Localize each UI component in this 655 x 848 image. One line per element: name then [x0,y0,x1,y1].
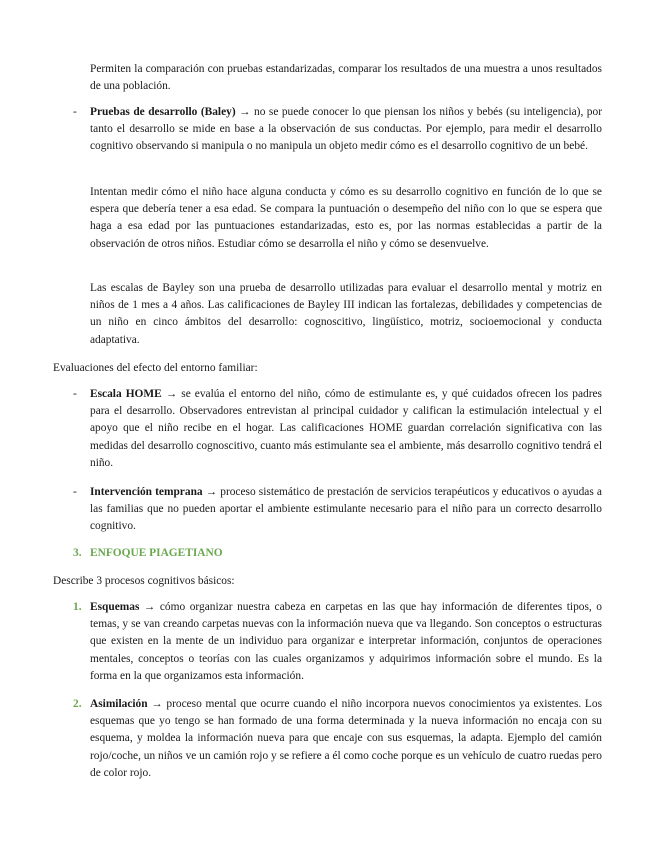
desarrollo-paragraph-2: Intentan medir cómo el niño hace alguna conducta y cómo es su desarrollo cognitivo en función de lo que se espera que debería tener a esa edad. Se compara la puntuación o desempeño del niño con lo que se espera que haga a esa edad por las puntuaciones estandarizadas, esto es, por las normas establecidas a partir de la observación de otros niños. Estudiar cómo se desarrolla el niño y cómo se desenvuelve. [90,186,602,250]
section-title: ENFOQUE PIAGETIANO [90,547,223,559]
intervencion-text: proceso sistemático de prestación de servicios terapéuticos y educativos o ayudas a las familias que no pueden aportar el ambiente estimulante necesario para el niño para un correcto desarrollo cognitivo. [90,486,602,533]
bullet-desarrollo: - [73,106,77,118]
intro-paragraph: Permiten la comparación con pruebas estandarizadas, comparar los resultados de una muestra a unos resultados de una población. [90,63,602,93]
home-term: Escala HOME [90,388,162,400]
desarrollo-paragraph [90,104,602,156]
arrow: → [139,601,160,613]
arrow: → [161,388,182,400]
section-number: 3. [73,547,82,559]
esquemas-term: Esquemas [90,601,140,613]
asimilacion-term: Asimilación [90,698,148,710]
arrow: → [235,106,255,118]
arrow: → [202,486,221,498]
home-text: se evalúa el entorno del niño, cómo de estimulante es, y qué cuidados ofrecen los padres para el desarrollo. Observadores entrevistan al principal cuidador y califican la estimulación intelectual y el apoyo que el niño recibe en el hogar. Las calificaciones HOME guardan correlación significativa con las medidas del desarrollo cognoscitivo, cuanto más estimulante sea el ambiente, más desarrollo cognitivo tendrá el niño. [90,388,602,469]
entorno-label: Evaluaciones del efecto del entorno familiar: [53,362,258,374]
desarrollo-paragraph-3: Las escalas de Bayley son una prueba de desarrollo utilizadas para evaluar el desarrollo mental y motriz en niños de 1 mes a 4 años. Las calificaciones de Bayley III indican las fortalezas, debilidades y competencias de un niño en cinco ámbitos del desarrollo: cognoscitivo, lingüístico, motriz, socioemocional y conducta adaptativa. [90,282,602,346]
number-asimilacion: 2. [73,698,82,710]
section-heading [73,545,223,562]
number-esquemas: 1. [73,601,82,613]
esquemas-text: cómo organizar nuestra cabeza en carpetas en las que hay información de diferentes tipos, o temas, y se van creando carpetas nuevas con la información nueva que va llegando. Son conceptos o estructuras que existen en la mente de un individuo para organizar e interpretar información, conjuntos de operaciones mentales, conceptos o teorías con las cuales organizamos y adquirimos información sobre el mundo. Es la forma en la que organizamos esta información. [90,601,602,682]
bullet-intervencion: - [73,486,77,498]
arrow: → [147,698,167,710]
asimilacion-paragraph [90,696,602,782]
asimilacion-text: proceso mental que ocurre cuando el niño incorpora nuevos conocimientos ya existentes. Los esquemas que yo tengo se han formado de una forma determinada y la nueva información no encaja con su esquema, y moldea la información nueva para que encaje con sus esquemas, la adapta. Ejemplo del camión rojo/coche, un niños ve un camión rojo y se refiere a él como coche porque es un vehículo de cuatro ruedas pero de color rojo. [90,698,603,779]
bullet-home: - [73,388,77,400]
procesos-label: Describe 3 procesos cognitivos básicos: [53,575,235,587]
home-paragraph [90,386,602,472]
esquemas-paragraph [90,599,602,685]
desarrollo-term: Pruebas de desarrollo (Baley) [90,106,236,118]
desarrollo-text: no se puede conocer lo que piensan los niños y bebés (su inteligencia), por tanto el desarrollo se mide en base a la observación de sus conductas. Por ejemplo, para medir el desarrollo cognitivo observando si manipula o no manipula un objeto medir cómo es el desarrollo cognitivo de un bebé. [90,106,602,153]
intervencion-term: Intervención temprana [90,486,203,498]
intervencion-paragraph [90,484,602,536]
